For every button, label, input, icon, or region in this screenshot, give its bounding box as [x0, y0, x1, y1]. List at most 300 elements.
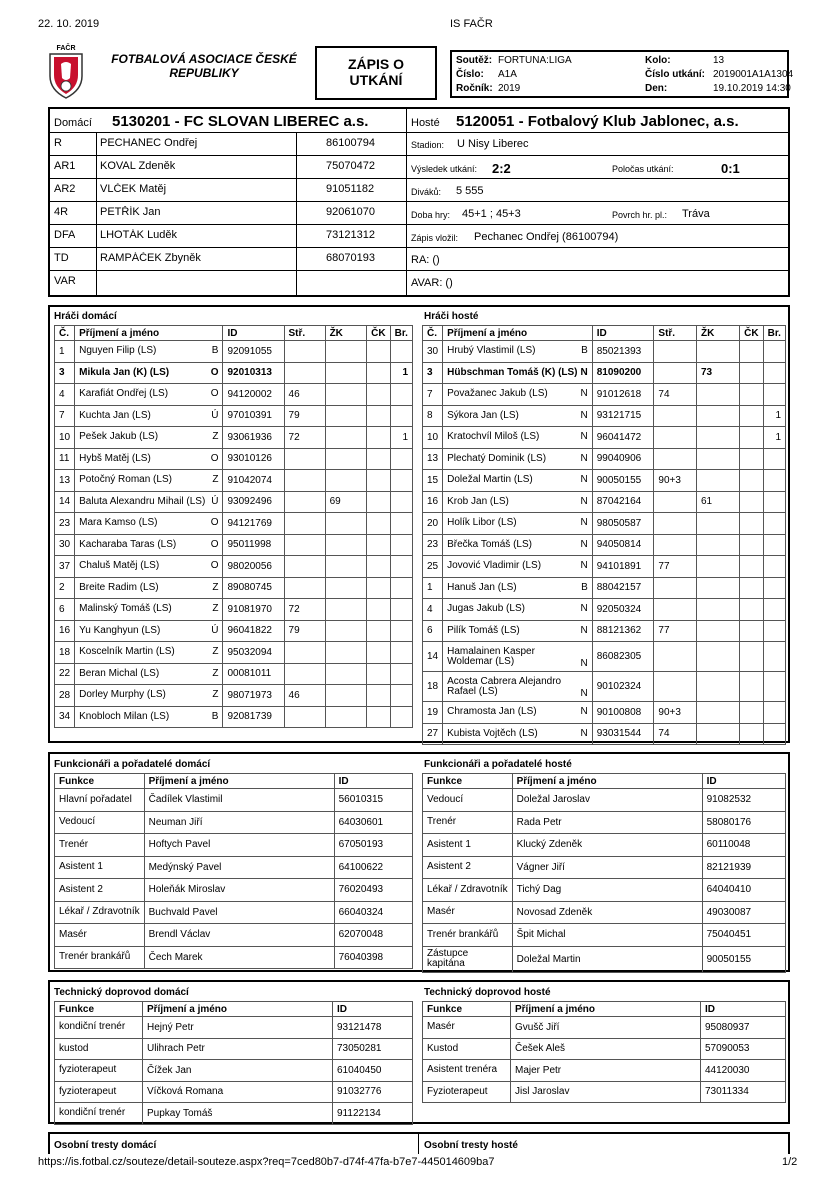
staff-name: Medýnský Pavel — [144, 856, 334, 879]
staff-id: 75040451 — [702, 924, 785, 947]
player-goals — [390, 556, 412, 578]
staff-row — [55, 1017, 413, 1039]
player-position: N — [580, 727, 588, 739]
player-name: Kuchta Jan (LS) — [79, 409, 151, 421]
staff-id: 44120030 — [701, 1060, 786, 1082]
staff-row — [423, 1060, 786, 1082]
player-goals: 1 — [390, 362, 412, 384]
player-id: 92010313 — [223, 362, 284, 384]
players-section: Hráči domácí Hráči hosté Č. Příjmení a jméno ID Stř. ŽK ČK Br. 1 Nguyen Filip (LS) B 92091055 3 Mikula Jan (K) (LS) O 92010313 1 4 Karafiát Ondřej (LS) O 94120002 46 7 Kuchta Jan (LS) Ú 97010391 79 10 Pešek Jakub (LS) Z 93061936 72 1 11 Hybš Matěj (LS) O 93010126 13 Potočný Roman (LS) Z 91042074 14 Baluta Alexandru Mihail (LS) Ú 93092496 69 23 Mara Kamso (LS) O 94121769 30 Kacharaba Taras (LS) O 95011998 37 Chaluš Matěj (LS) O 98020056 2 Breite Radim (LS) Z 89080745 6 Malinský Tomáš (LS) Z 91081970 72 16 Yu Kanghyun (LS) Ú 96041822 79 18 Koscelník Martin (LS) Z 95032094 22 Beran Michal (LS) Z 00081011 28 Dorley Murphy (LS) Z 98071973 46 34 Knobloch Milan (LS) B 92081739 Č. Příjmení a jméno ID Stř. ŽK ČK Br. 30 Hrubý Vlastimil (LS) B 85021393 3 Hübschman Tomáš (K) (LS) N 81090200 73 7 Považanec Jakub (LS) N 91012618 74 8 Sýkora Jan (LS) N 93121715 1 10 Kratochvíl Miloš (LS) N 96041472 1 13 Plechatý Dominik (LS) N 99040906 15 Doležal Martin (LS) N 90050155 90+3 16 Krob Jan (LS) N 87042164 61 20 Holík Libor (LS) N 98050587 23 Břečka Tomáš (LS) N 94050814 25 Jovović Vladimir (LS) N 94101891 77 1 Hanuš Jan (LS) B 88042157 4 Jugas Jakub (LS) N 92050324 6 Pilík Tomáš (LS) N 88121362 77 14 Hamalainen Kasper Woldemar (LS) N 86082305 18 Acosta Cabrera Alejandro Rafael (LS) N 90102324 19 Chramosta Jan (LS) N 90100808 90+3 27 Kubista Vojtěch (LS) N 93031544 74 — [48, 305, 790, 743]
player-id: 91042074 — [223, 470, 284, 492]
staff-name: Čížek Jan — [143, 1060, 333, 1082]
player-id: 94050814 — [592, 534, 654, 556]
player-red — [367, 491, 390, 513]
player-id: 81090200 — [592, 362, 654, 384]
player-sub — [284, 362, 325, 384]
player-red — [740, 405, 763, 427]
player-goals — [763, 534, 785, 556]
player-number: 19 — [423, 702, 443, 724]
player-row — [423, 470, 786, 492]
player-position: O — [210, 366, 219, 378]
staff-function: Trenér — [423, 811, 513, 834]
staff-row — [55, 1038, 413, 1060]
player-row — [423, 427, 786, 449]
player-goals — [763, 556, 785, 578]
org-name: FOTBALOVÁ ASOCIACE ČESKÉ REPUBLIKY — [111, 52, 297, 80]
player-name: Kubista Vojtěch (LS) — [447, 727, 538, 739]
staff-id: 73050281 — [333, 1038, 413, 1060]
player-id: 93061936 — [223, 427, 284, 449]
player-sub — [284, 448, 325, 470]
player-position: Z — [212, 667, 219, 679]
player-red — [367, 362, 390, 384]
player-id: 86082305 — [592, 642, 654, 672]
staff-function: Asistent trenéra — [423, 1060, 511, 1082]
player-name: Breite Radim (LS) — [79, 581, 159, 593]
player-id: 98071973 — [223, 685, 284, 707]
staff-name: Neuman Jiří — [144, 811, 334, 834]
player-yellow — [325, 362, 367, 384]
staff-row — [423, 879, 786, 902]
player-goals — [390, 663, 412, 685]
player-red — [740, 599, 763, 621]
player-sub — [654, 577, 697, 599]
staff-id: 49030087 — [702, 901, 785, 924]
player-id: 88121362 — [592, 620, 654, 642]
staff-name: Čadílek Vlastimil — [144, 789, 334, 812]
player-red — [740, 702, 763, 724]
player-id: 95032094 — [223, 642, 284, 664]
staff-id: 67050193 — [334, 834, 412, 857]
player-sub — [654, 405, 697, 427]
entered-by: Pechanec Ondřej (86100794) — [474, 231, 619, 243]
player-row — [55, 534, 413, 556]
player-yellow — [696, 556, 739, 578]
player-yellow — [696, 341, 739, 363]
attendance: 5 555 — [456, 185, 484, 197]
staff-row — [55, 924, 413, 947]
player-yellow — [325, 642, 367, 664]
player-yellow — [696, 513, 739, 535]
player-sub — [654, 491, 697, 513]
staff-name: Špit Michal — [512, 924, 702, 947]
staff-id: 76040398 — [334, 946, 412, 969]
player-number: 37 — [55, 556, 75, 578]
player-id: 93031544 — [592, 723, 654, 745]
player-red — [740, 470, 763, 492]
player-position: O — [210, 517, 219, 529]
player-goals — [390, 341, 412, 363]
player-id: 96041472 — [592, 427, 654, 449]
player-goals — [390, 448, 412, 470]
player-goals — [763, 341, 785, 363]
player-row — [423, 362, 786, 384]
player-yellow — [325, 556, 367, 578]
staff-row — [423, 924, 786, 947]
staff-row — [423, 811, 786, 834]
player-yellow — [696, 672, 739, 702]
staff-id: 82121939 — [702, 856, 785, 879]
player-row — [423, 672, 786, 702]
player-id: 90100808 — [592, 702, 654, 724]
staff-id: 58080176 — [702, 811, 785, 834]
player-sub — [284, 577, 325, 599]
official-name: PETŘÍK Jan — [100, 206, 161, 218]
player-goals — [763, 470, 785, 492]
player-goals — [390, 599, 412, 621]
player-yellow — [325, 685, 367, 707]
player-red — [367, 685, 390, 707]
facr-logo — [44, 42, 88, 100]
player-row — [423, 599, 786, 621]
staff-id: 60110048 — [702, 834, 785, 857]
staff-id: 91122134 — [333, 1103, 413, 1125]
player-goals — [390, 384, 412, 406]
staff-row — [423, 1081, 786, 1103]
official-name: PECHANEC Ondřej — [100, 137, 198, 149]
player-row — [55, 685, 413, 707]
player-yellow — [696, 534, 739, 556]
footer-url[interactable]: https://is.fotbal.cz/souteze/detail-souteze.aspx?req=7ced80b7-d74f-47fa-b7e7-445014609ba7 — [38, 1156, 495, 1168]
staff-id: 91032776 — [333, 1081, 413, 1103]
player-position: O — [210, 560, 219, 572]
player-name: Doležal Martin (LS) — [447, 474, 533, 486]
player-name: Nguyen Filip (LS) — [79, 345, 157, 357]
avar: AVAR: () — [411, 277, 453, 289]
player-position: N — [580, 452, 588, 464]
player-name: Potočný Roman (LS) — [79, 474, 172, 486]
player-red — [740, 723, 763, 745]
player-red — [367, 405, 390, 427]
player-position: Z — [212, 474, 219, 486]
staff-function: Fyzioterapeut — [423, 1081, 511, 1103]
player-name: Jugas Jakub (LS) — [447, 603, 525, 615]
player-red — [740, 577, 763, 599]
staff-function: Asistent 2 — [423, 856, 513, 879]
player-sub: 46 — [284, 384, 325, 406]
document-title: ZÁPIS O UTKÁNÍ — [315, 46, 437, 100]
player-sub — [654, 599, 697, 621]
print-title: IS FAČR — [450, 18, 493, 30]
player-name: Pilík Tomáš (LS) — [447, 624, 520, 636]
player-id: 94120002 — [223, 384, 284, 406]
player-position: N — [580, 538, 588, 550]
player-id: 89080745 — [223, 577, 284, 599]
staff-id: 90050155 — [702, 946, 785, 972]
competition-code: A1A — [498, 69, 517, 80]
player-name: Holík Libor (LS) — [447, 517, 517, 529]
player-yellow — [696, 384, 739, 406]
player-red — [367, 534, 390, 556]
staff-function: Zástupce kapitána — [423, 946, 513, 972]
staff-name: Ulihrach Petr — [143, 1038, 333, 1060]
player-number: 3 — [55, 362, 75, 384]
player-position: B — [211, 710, 219, 722]
player-number: 2 — [55, 577, 75, 599]
player-goals — [763, 723, 785, 745]
season: 2019 — [498, 83, 521, 94]
player-goals — [390, 491, 412, 513]
staff-row — [423, 789, 786, 812]
player-row — [55, 513, 413, 535]
player-position: O — [210, 452, 219, 464]
player-name: Jovović Vladimir (LS) — [447, 560, 542, 572]
player-name: Plechatý Dominik (LS) — [447, 452, 547, 464]
staff-row — [55, 901, 413, 924]
official-role: AR1 — [54, 160, 76, 172]
player-name: Pešek Jakub (LS) — [79, 431, 159, 443]
player-sub — [284, 556, 325, 578]
player-number: 1 — [423, 577, 443, 599]
player-number: 15 — [423, 470, 443, 492]
staff-name: Češek Aleš — [511, 1038, 701, 1060]
player-yellow — [696, 470, 739, 492]
player-yellow — [696, 620, 739, 642]
player-red — [367, 427, 390, 449]
player-goals — [390, 706, 412, 728]
player-sub — [284, 706, 325, 728]
player-yellow — [696, 723, 739, 745]
player-number: 13 — [423, 448, 443, 470]
player-goals — [390, 685, 412, 707]
player-number: 7 — [55, 405, 75, 427]
staff-id: 64100622 — [334, 856, 412, 879]
staff-function: Vedoucí — [423, 789, 513, 812]
staff-function: Trenér brankářů — [423, 924, 513, 947]
player-number: 8 — [423, 405, 443, 427]
player-sub — [284, 513, 325, 535]
staff-function: Lékař / Zdravotník — [55, 901, 145, 924]
player-goals — [763, 620, 785, 642]
official-id: 68070193 — [326, 252, 375, 264]
staff-function: Trenér — [55, 834, 145, 857]
player-red — [740, 362, 763, 384]
staff-id: 91082532 — [702, 789, 785, 812]
player-position: Ú — [211, 409, 219, 421]
player-yellow — [696, 405, 739, 427]
player-row — [55, 663, 413, 685]
player-red — [367, 341, 390, 363]
player-sub — [654, 427, 697, 449]
technical-section: Technický doprovod domácí Technický doprovod hosté Funkce Příjmení a jméno ID kondiční trenér Hejný Petr 93121478 kustod Ulihrach Petr 73050281 fyzioterapeut Čížek Jan 61040450 fyzioterapeut Víčková Romana 91032776 kondiční trenér Pupkay Tomáš 91122134 Funkce Příjmení a jméno ID Masér Gvušč Jiří 95080937 Kustod Češek Aleš 57090053 Asistent trenéra Majer Petr 44120030 Fyzioterapeut Jisl Jaroslav 73011334 — [48, 980, 790, 1124]
staff-row — [55, 1060, 413, 1082]
player-red — [367, 513, 390, 535]
staff-function: Asistent 1 — [55, 856, 145, 879]
player-yellow — [325, 470, 367, 492]
staff-function: Asistent 2 — [55, 879, 145, 902]
official-name: KOVAL Zdeněk — [100, 160, 176, 172]
player-red — [740, 513, 763, 535]
player-yellow — [696, 702, 739, 724]
player-row — [423, 556, 786, 578]
player-id: 97010391 — [223, 405, 284, 427]
staff-function: Hlavní pořadatel — [55, 789, 145, 812]
staff-name: Klucký Zdeněk — [512, 834, 702, 857]
staff-name: Doležal Martin — [512, 946, 702, 972]
official-role: DFA — [54, 229, 76, 241]
player-name: Chaluš Matěj (LS) — [79, 560, 160, 572]
player-goals — [763, 448, 785, 470]
player-name: Malinský Tomáš (LS) — [79, 603, 172, 615]
player-goals — [763, 599, 785, 621]
staff-function: Masér — [423, 901, 513, 924]
player-row — [55, 620, 413, 642]
player-goals: 1 — [763, 427, 785, 449]
player-sub: 46 — [284, 685, 325, 707]
penalties-section: Osobní tresty domácí Osobní tresty hosté — [48, 1132, 790, 1154]
player-red — [367, 556, 390, 578]
staff-name: Pupkay Tomáš — [143, 1103, 333, 1125]
staff-row — [423, 856, 786, 879]
player-id: 92081739 — [223, 706, 284, 728]
player-position: B — [211, 345, 219, 357]
player-yellow — [325, 384, 367, 406]
player-yellow — [696, 577, 739, 599]
player-goals — [763, 642, 785, 672]
player-number: 18 — [423, 672, 443, 702]
player-yellow — [696, 448, 739, 470]
player-sub: 77 — [654, 620, 697, 642]
player-id: 85021393 — [592, 341, 654, 363]
player-row — [423, 702, 786, 724]
player-red — [740, 534, 763, 556]
player-sub: 77 — [654, 556, 697, 578]
final-score: 2:2 — [492, 161, 511, 176]
player-number: 6 — [55, 599, 75, 621]
player-id: 94121769 — [223, 513, 284, 535]
player-sub: 72 — [284, 427, 325, 449]
page-number: 1/2 — [782, 1156, 798, 1168]
player-id: 98050587 — [592, 513, 654, 535]
player-red — [740, 341, 763, 363]
player-yellow — [325, 663, 367, 685]
player-goals — [763, 577, 785, 599]
player-red — [367, 620, 390, 642]
staff-row — [55, 834, 413, 857]
player-id: 93010126 — [223, 448, 284, 470]
staff-row — [55, 946, 413, 969]
staff-id: 64030601 — [334, 811, 412, 834]
player-number: 30 — [55, 534, 75, 556]
staff-function: kustod — [55, 1038, 143, 1060]
player-name: Považanec Jakub (LS) — [447, 388, 548, 400]
player-goals: 1 — [390, 427, 412, 449]
player-id: 93121715 — [592, 405, 654, 427]
player-position: N — [580, 517, 588, 529]
staff-function: Masér — [423, 1017, 511, 1039]
player-number: 16 — [423, 491, 443, 513]
player-number: 3 — [423, 362, 443, 384]
player-yellow — [696, 427, 739, 449]
player-number: 1 — [55, 341, 75, 363]
player-row — [55, 362, 413, 384]
player-yellow — [325, 706, 367, 728]
home-tech-table: Funkce Příjmení a jméno ID kondiční trenér Hejný Petr 93121478 kustod Ulihrach Petr 73050281 fyzioterapeut Čížek Jan 61040450 fyzioterapeut Víčková Romana 91032776 kondiční trenér Pupkay Tomáš 91122134 — [54, 1001, 413, 1125]
player-position: Z — [212, 581, 219, 593]
player-row — [55, 341, 413, 363]
home-players-table: Č. Příjmení a jméno ID Stř. ŽK ČK Br. 1 Nguyen Filip (LS) B 92091055 3 Mikula Jan (K) (LS) O 92010313 1 4 Karafiát Ondřej (LS) O 94120002 46 7 Kuchta Jan (LS) Ú 97010391 79 10 Pešek Jakub (LS) Z 93061936 72 1 11 Hybš Matěj (LS) O 93010126 13 Potočný Roman (LS) Z 91042074 14 Baluta Alexandru Mihail (LS) Ú 93092496 69 23 Mara Kamso (LS) O 94121769 30 Kacharaba Taras (LS) O 95011998 37 Chaluš Matěj (LS) O 98020056 2 Breite Radim (LS) Z 89080745 6 Malinský Tomáš (LS) Z 91081970 72 16 Yu Kanghyun (LS) Ú 96041822 79 18 Koscelník Martin (LS) Z 95032094 22 Beran Michal (LS) Z 00081011 28 Dorley Murphy (LS) Z 98071973 46 34 Knobloch Milan (LS) B 92081739 — [54, 325, 413, 728]
away-staff-table: Funkce Příjmení a jméno ID Vedoucí Doležal Jaroslav 91082532 Trenér Rada Petr 58080176 Asistent 1 Klucký Zdeněk 60110048 Asistent 2 Vágner Jiří 82121939 Lékař / Zdravotník Tichý Dag 64040410 Masér Novosad Zdeněk 49030087 Trenér brankářů Špit Michal 75040451 Zástupce kapitána Doležal Martin 90050155 — [422, 773, 786, 973]
staff-row — [55, 879, 413, 902]
player-number: 16 — [55, 620, 75, 642]
player-sub: 90+3 — [654, 702, 697, 724]
official-role: R — [54, 137, 62, 149]
player-id: 87042164 — [592, 491, 654, 513]
staff-name: Hejný Petr — [143, 1017, 333, 1039]
player-sub — [654, 672, 697, 702]
player-yellow — [325, 341, 367, 363]
player-position: Z — [212, 603, 219, 615]
player-number: 28 — [55, 685, 75, 707]
staff-row — [55, 1103, 413, 1125]
player-sub — [654, 642, 697, 672]
player-row — [423, 534, 786, 556]
player-red — [740, 427, 763, 449]
player-row — [423, 405, 786, 427]
staff-id: 76020493 — [334, 879, 412, 902]
player-number: 4 — [55, 384, 75, 406]
match-date: 19.10.2019 14:30 — [713, 83, 791, 94]
player-goals: 1 — [763, 405, 785, 427]
player-number: 11 — [55, 448, 75, 470]
player-goals — [390, 534, 412, 556]
official-id: 92061070 — [326, 206, 375, 218]
official-role: VAR — [54, 275, 76, 287]
player-goals — [763, 702, 785, 724]
player-number: 22 — [55, 663, 75, 685]
player-red — [367, 642, 390, 664]
staff-name: Hoftych Pavel — [144, 834, 334, 857]
home-team: 5130201 - FC SLOVAN LIBEREC a.s. — [112, 113, 369, 130]
player-id: 99040906 — [592, 448, 654, 470]
player-number: 25 — [423, 556, 443, 578]
player-id: 94101891 — [592, 556, 654, 578]
player-yellow — [325, 513, 367, 535]
player-number: 10 — [423, 427, 443, 449]
player-goals — [763, 362, 785, 384]
player-name: Baluta Alexandru Mihail (LS) — [79, 495, 206, 507]
official-id: 73121312 — [326, 229, 375, 241]
staff-id: 62070048 — [334, 924, 412, 947]
player-yellow — [325, 534, 367, 556]
player-goals — [763, 513, 785, 535]
player-red — [367, 448, 390, 470]
staff-name: Rada Petr — [512, 811, 702, 834]
official-name: VLČEK Matěj — [100, 183, 167, 195]
player-name: Mikula Jan (K) (LS) — [79, 366, 170, 378]
player-number: 23 — [55, 513, 75, 535]
player-sub: 90+3 — [654, 470, 697, 492]
player-goals — [763, 384, 785, 406]
player-row — [423, 620, 786, 642]
player-goals — [390, 642, 412, 664]
staff-name: Brendl Václav — [144, 924, 334, 947]
player-yellow: 69 — [325, 491, 367, 513]
staff-id: 73011334 — [701, 1081, 786, 1103]
player-yellow — [325, 599, 367, 621]
player-row — [55, 491, 413, 513]
staff-name: Vágner Jiří — [512, 856, 702, 879]
player-row — [55, 405, 413, 427]
player-name: Acosta Cabrera Alejandro Rafael (LS) — [447, 675, 562, 697]
player-sub — [654, 362, 697, 384]
staff-id: 64040410 — [702, 879, 785, 902]
player-goals — [390, 513, 412, 535]
player-yellow — [696, 599, 739, 621]
staff-row — [423, 1038, 786, 1060]
round: 13 — [713, 55, 725, 66]
player-red — [367, 577, 390, 599]
